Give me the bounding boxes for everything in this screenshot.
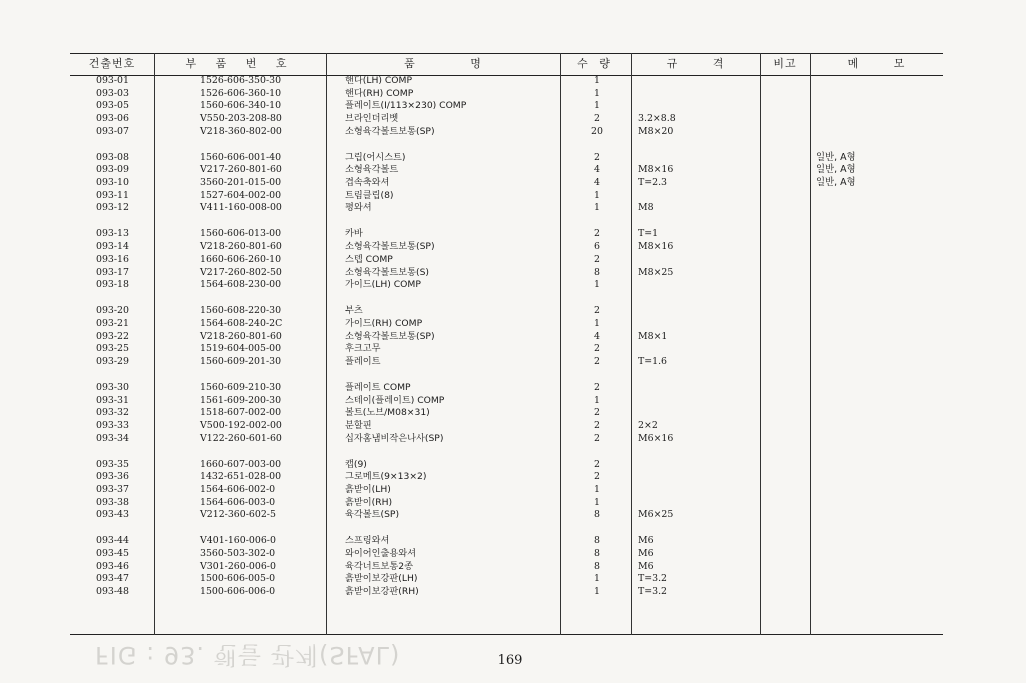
cell-spec: 2×2 [638,420,658,431]
cell-part-no: 1500-606-006-0 [200,586,276,598]
cell-name: 캡(9) [345,458,367,470]
cell-part-no: 1519-604-005-00 [200,343,282,355]
cell-name: 그로메트(9×13×2) [345,471,427,483]
table-row [70,267,943,280]
table-row [70,241,943,254]
cell-spec: M8×20 [638,125,674,137]
cell-qty: 1 [594,484,600,496]
cell-spec: M6×25 [638,509,674,521]
cell-qty: 6 [594,241,600,253]
cell-name: 육각너트보통2종 [345,560,413,572]
table-row [70,177,943,190]
cell-exit-no: 093-25 [96,343,129,355]
cell-qty: 1 [594,75,600,86]
cell-exit-no: 093-38 [96,496,129,508]
table-row [70,548,943,561]
cell-memo: 일반, A형 [816,151,856,163]
table-row [70,407,943,420]
cell-part-no: V218-360-802-00 [200,125,282,137]
cell-name: 핸다(RH) COMP [345,87,414,99]
cell-part-no: 1527-604-002-00 [200,189,282,201]
cell-name: 스테이(플레이트) COMP [345,394,445,406]
table-row [70,279,943,292]
group-spacer [70,215,943,228]
cell-part-no: 3560-503-302-0 [200,548,276,560]
cell-name: 트림클립(8) [345,189,394,201]
cell-qty: 1 [594,279,600,291]
cell-part-no: V550-203-208-80 [200,113,282,125]
cell-part-no: 1560-606-001-40 [200,151,282,163]
table-row [70,331,943,344]
table-row [70,382,943,395]
cell-name: 겹속축와셔 [345,177,390,189]
header-remark: 비고 [773,57,797,70]
cell-spec: T=1.6 [638,355,668,367]
cell-exit-no: 093-30 [96,381,129,393]
cell-spec: M8×1 [638,330,668,342]
cell-qty: 2 [594,381,600,393]
table-row [70,509,943,522]
cell-name: 스텝 COMP [345,253,393,265]
cell-part-no: V217-260-801-60 [200,164,282,176]
cell-qty: 2 [594,253,600,265]
cell-exit-no: 093-35 [96,458,129,470]
cell-exit-no: 093-17 [96,266,129,278]
header-spec: 규 격 [666,57,725,70]
table-body [70,75,943,599]
cell-exit-no: 093-47 [96,573,129,585]
cell-memo: 일반, A형 [816,177,856,189]
cell-name: 소형육각볼트보통(SP) [345,241,435,253]
cell-qty: 4 [594,330,600,342]
cell-spec: T=3.2 [638,573,668,585]
cell-exit-no: 093-13 [96,228,129,240]
cell-part-no: 1500-606-005-0 [200,573,276,585]
cell-exit-no: 093-07 [96,125,129,137]
cell-name: 플레이트 COMP [345,381,411,393]
cell-part-no: V411-160-008-00 [200,202,282,214]
cell-exit-no: 093-11 [96,189,129,201]
cell-part-no: 1526-606-360-10 [200,87,282,99]
cell-qty: 20 [591,125,603,137]
cell-qty: 2 [594,305,600,317]
cell-qty: 1 [594,586,600,598]
cell-exit-no: 093-03 [96,87,129,99]
cell-spec: T=3.2 [638,586,668,598]
cell-name: 소형육각볼트보통(SP) [345,330,435,342]
cell-exit-no: 093-45 [96,548,129,560]
cell-name: 스프링와셔 [345,535,390,547]
table-row [70,228,943,241]
cell-name: 와이어인출용와셔 [345,548,417,560]
table-bottom-rule [70,634,943,635]
cell-exit-no: 093-14 [96,241,129,253]
cell-spec: M6 [638,560,654,572]
group-spacer [70,445,943,458]
cell-part-no: V122-260-601-60 [200,432,282,444]
bleed-through-caption: FIG : 93. 핸들 관계(SFAL) [95,641,401,669]
cell-qty: 1 [594,573,600,585]
cell-name: 흙받이보강판(LH) [345,573,418,585]
cell-part-no: 1564-606-003-0 [200,496,276,508]
cell-exit-no: 093-01 [96,75,129,86]
cell-spec: M8×16 [638,164,674,176]
cell-part-no: 1518-607-002-00 [200,407,282,419]
table-row [70,561,943,574]
cell-exit-no: 093-18 [96,279,129,291]
cell-name: 플레이트 [345,355,381,367]
table-row [70,152,943,165]
cell-part-no: 1560-609-201-30 [200,355,282,367]
cell-exit-no: 093-16 [96,253,129,265]
cell-name: 부츠 [345,305,363,317]
cell-part-no: V301-260-006-0 [200,560,276,572]
cell-qty: 1 [594,87,600,99]
cell-qty: 1 [594,317,600,329]
cell-qty: 2 [594,407,600,419]
cell-exit-no: 093-22 [96,330,129,342]
table-row [70,88,943,101]
cell-name: 분할핀 [345,420,372,431]
header-part-no: 부 품 번 호 [185,57,295,70]
cell-exit-no: 093-06 [96,113,129,125]
cell-part-no: 1526-606-350-30 [200,75,282,86]
group-spacer [70,522,943,535]
cell-memo: 일반, A형 [816,164,856,176]
cell-part-no: 1660-606-260-10 [200,253,282,265]
cell-name: 그립(어시스트) [345,151,406,163]
cell-name: 소형육각볼트보통(SP) [345,125,435,137]
page-number: 169 [497,653,523,668]
cell-spec: T=2.3 [638,177,668,189]
cell-part-no: 1564-606-002-0 [200,484,276,496]
table-row [70,75,943,88]
cell-exit-no: 093-21 [96,317,129,329]
cell-exit-no: 093-10 [96,177,129,189]
cell-name: 볼트(노브/M08×31) [345,407,430,419]
table-row [70,356,943,369]
table-row [70,164,943,177]
cell-qty: 1 [594,189,600,201]
table-row [70,433,943,446]
table-row [70,100,943,113]
cell-part-no: V401-160-006-0 [200,535,276,547]
cell-spec: T=1 [638,228,659,240]
table-row [70,471,943,484]
parts-table [70,53,943,635]
cell-qty: 2 [594,343,600,355]
cell-exit-no: 093-12 [96,202,129,214]
cell-qty: 1 [594,100,600,112]
cell-part-no: 1432-651-028-00 [200,471,282,483]
cell-qty: 2 [594,228,600,240]
cell-part-no: 1564-608-230-00 [200,279,282,291]
cell-part-no: V217-260-802-50 [200,266,282,278]
cell-part-no: 3560-201-015-00 [200,177,282,189]
cell-name: 가이드(RH) COMP [345,317,423,329]
cell-qty: 2 [594,471,600,483]
cell-qty: 2 [594,151,600,163]
cell-spec: 3.2×8.8 [638,113,676,125]
table-row [70,343,943,356]
group-spacer [70,292,943,305]
table-row [70,395,943,408]
cell-name: 후크고무 [345,343,381,355]
table-row [70,484,943,497]
cell-name: 흙받이보강판(RH) [345,586,419,598]
cell-part-no: 1560-606-013-00 [200,228,282,240]
table-row [70,305,943,318]
cell-qty: 4 [594,164,600,176]
cell-part-no: 1660-607-003-00 [200,458,282,470]
cell-part-no: V212-360-602-5 [200,509,276,521]
cell-exit-no: 093-37 [96,484,129,496]
cell-qty: 2 [594,113,600,125]
cell-name: 플레이트(I/113×230) COMP [345,100,467,112]
cell-name: 십자홈냄비작은나사(SP) [345,432,444,444]
cell-qty: 8 [594,266,600,278]
cell-name: 육각볼트(SP) [345,509,400,521]
cell-exit-no: 093-31 [96,394,129,406]
cell-qty: 1 [594,496,600,508]
cell-name: 평와셔 [345,202,372,214]
cell-part-no: 1564-608-240-2C [200,317,283,329]
cell-part-no: V500-192-002-00 [200,420,282,431]
table-row [70,497,943,510]
cell-exit-no: 093-20 [96,305,129,317]
cell-exit-no: 093-32 [96,407,129,419]
table-row [70,126,943,139]
header-exit-no: 건출번호 [88,57,136,70]
table-row [70,190,943,203]
group-spacer [70,138,943,151]
header-name: 품 명 [404,57,482,70]
cell-qty: 4 [594,177,600,189]
cell-exit-no: 093-33 [96,420,129,431]
cell-name: 흙받이(LH) [345,484,391,496]
table-row [70,586,943,599]
table-row [70,573,943,586]
cell-part-no: 1561-609-200-30 [200,394,282,406]
table-row [70,202,943,215]
cell-exit-no: 093-44 [96,535,129,547]
cell-part-no: V218-260-801-60 [200,330,282,342]
cell-spec: M6 [638,548,654,560]
cell-qty: 8 [594,535,600,547]
cell-qty: 8 [594,560,600,572]
cell-qty: 2 [594,355,600,367]
cell-part-no: 1560-609-210-30 [200,381,282,393]
table-row [70,113,943,126]
cell-spec: M6 [638,535,654,547]
cell-qty: 2 [594,432,600,444]
cell-qty: 2 [594,458,600,470]
cell-part-no: 1560-606-340-10 [200,100,282,112]
cell-qty: 8 [594,548,600,560]
group-spacer [70,369,943,382]
cell-name: 소형육각볼트 [345,164,399,176]
cell-qty: 1 [594,394,600,406]
header-qty: 수 량 [577,57,614,70]
cell-qty: 8 [594,509,600,521]
table-row [70,318,943,331]
cell-spec: M8×25 [638,266,674,278]
cell-part-no: V218-260-801-60 [200,241,282,253]
cell-name: 카바 [345,228,363,240]
cell-part-no: 1560-608-220-30 [200,305,282,317]
cell-exit-no: 093-46 [96,560,129,572]
cell-name: 소형육각볼트보통(S) [345,266,430,278]
cell-name: 핸다(LH) COMP [345,75,412,86]
table-row [70,420,943,433]
table-row [70,459,943,472]
cell-exit-no: 093-43 [96,509,129,521]
cell-exit-no: 093-34 [96,432,129,444]
cell-exit-no: 093-29 [96,355,129,367]
header-memo: 메 모 [847,57,906,70]
cell-name: 가이드(LH) COMP [345,279,421,291]
cell-spec: M6×16 [638,432,674,444]
cell-spec: M8×16 [638,241,674,253]
cell-exit-no: 093-36 [96,471,129,483]
cell-exit-no: 093-48 [96,586,129,598]
cell-exit-no: 093-09 [96,164,129,176]
cell-qty: 1 [594,202,600,214]
cell-name: 흙받이(RH) [345,496,393,508]
cell-qty: 2 [594,420,600,431]
cell-name: 브라인더리벳 [345,113,399,125]
cell-exit-no: 093-05 [96,100,129,112]
cell-spec: M8 [638,202,654,214]
table-row [70,254,943,267]
cell-exit-no: 093-08 [96,151,129,163]
table-row [70,535,943,548]
